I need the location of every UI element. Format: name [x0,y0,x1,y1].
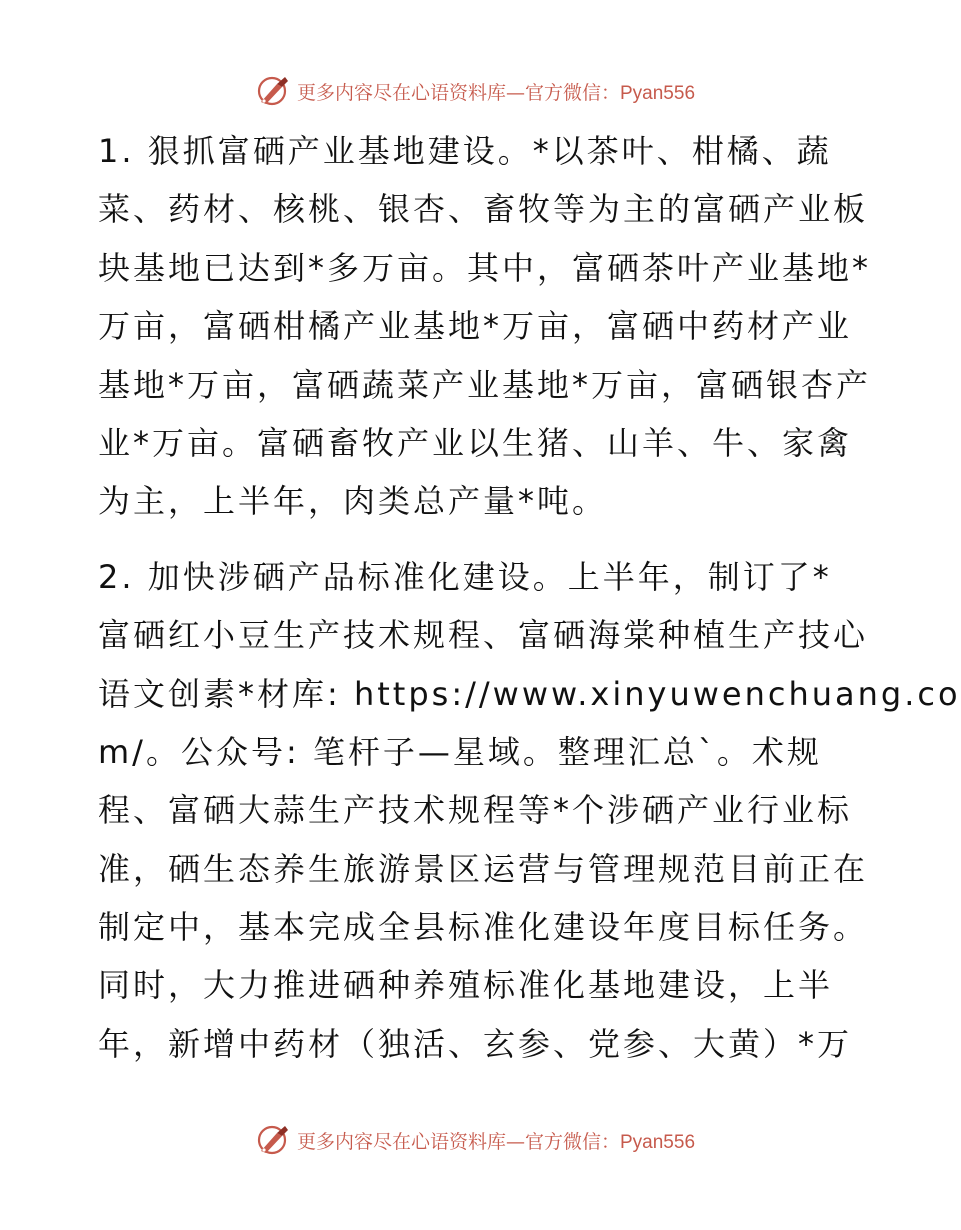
watermark-text: 更多内容尽在心语资料库—官方微信：Pyan556 [296,81,696,104]
text-line: 基地*万亩，富硒蔬菜产业基地*万亩，富硒银杏产 [98,365,872,404]
pen-logo-icon [255,1123,291,1157]
paragraph-2 [98,548,961,1074]
text-line: 为主，上半年，肉类总产量*吨。 [98,482,608,521]
paragraph-1 [98,122,872,531]
text-line: 万亩，富硒柑橘产业基地*万亩，富硒中药材产业 [98,307,853,346]
text-line: m/。公众号: 笔杆子—星域。整理汇总`。术规 [98,732,822,771]
watermark-banner-bottom [0,1120,950,1160]
text-line: 菜、药材、核桃、银杏、畜牧等为主的富硒产业板 [98,190,869,229]
text-line: 业*万亩。富硒畜牧产业以生猪、山羊、牛、家禽 [98,423,853,462]
text-line: 块基地已达到*多万亩。其中，富硒茶叶产业基地* [98,248,872,287]
text-line: 1. 狠抓富硒产业基地建设。*以茶叶、柑橘、蔬 [98,132,832,170]
watermark-text: 更多内容尽在心语资料库—官方微信：Pyan556 [296,1130,696,1153]
text-line: 语文创素*材库: https://www.xinyuwenchuang.co [98,674,961,713]
text-line: 同时，大力推进硒种养殖标准化基地建设，上半 [98,966,834,1005]
text-line: 2. 加快涉硒产品标准化建设。上半年，制订了* [98,557,832,596]
watermark-banner-top [0,71,950,111]
pen-logo-icon [255,74,291,108]
text-line: 制定中，基本完成全县标准化建设年度目标任务。 [98,908,869,947]
text-line: 程、富硒大蒜生产技术规程等*个涉硒产业行业标 [98,791,853,830]
text-line: 准，硒生态养生旅游景区运营与管理规范目前正在 [98,849,869,888]
text-line: 富硒红小豆生产技术规程、富硒海棠种植生产技心 [98,616,869,655]
text-line: 年，新增中药材（独活、玄参、党参、大黄）*万 [98,1024,853,1063]
document-body [98,122,961,1073]
